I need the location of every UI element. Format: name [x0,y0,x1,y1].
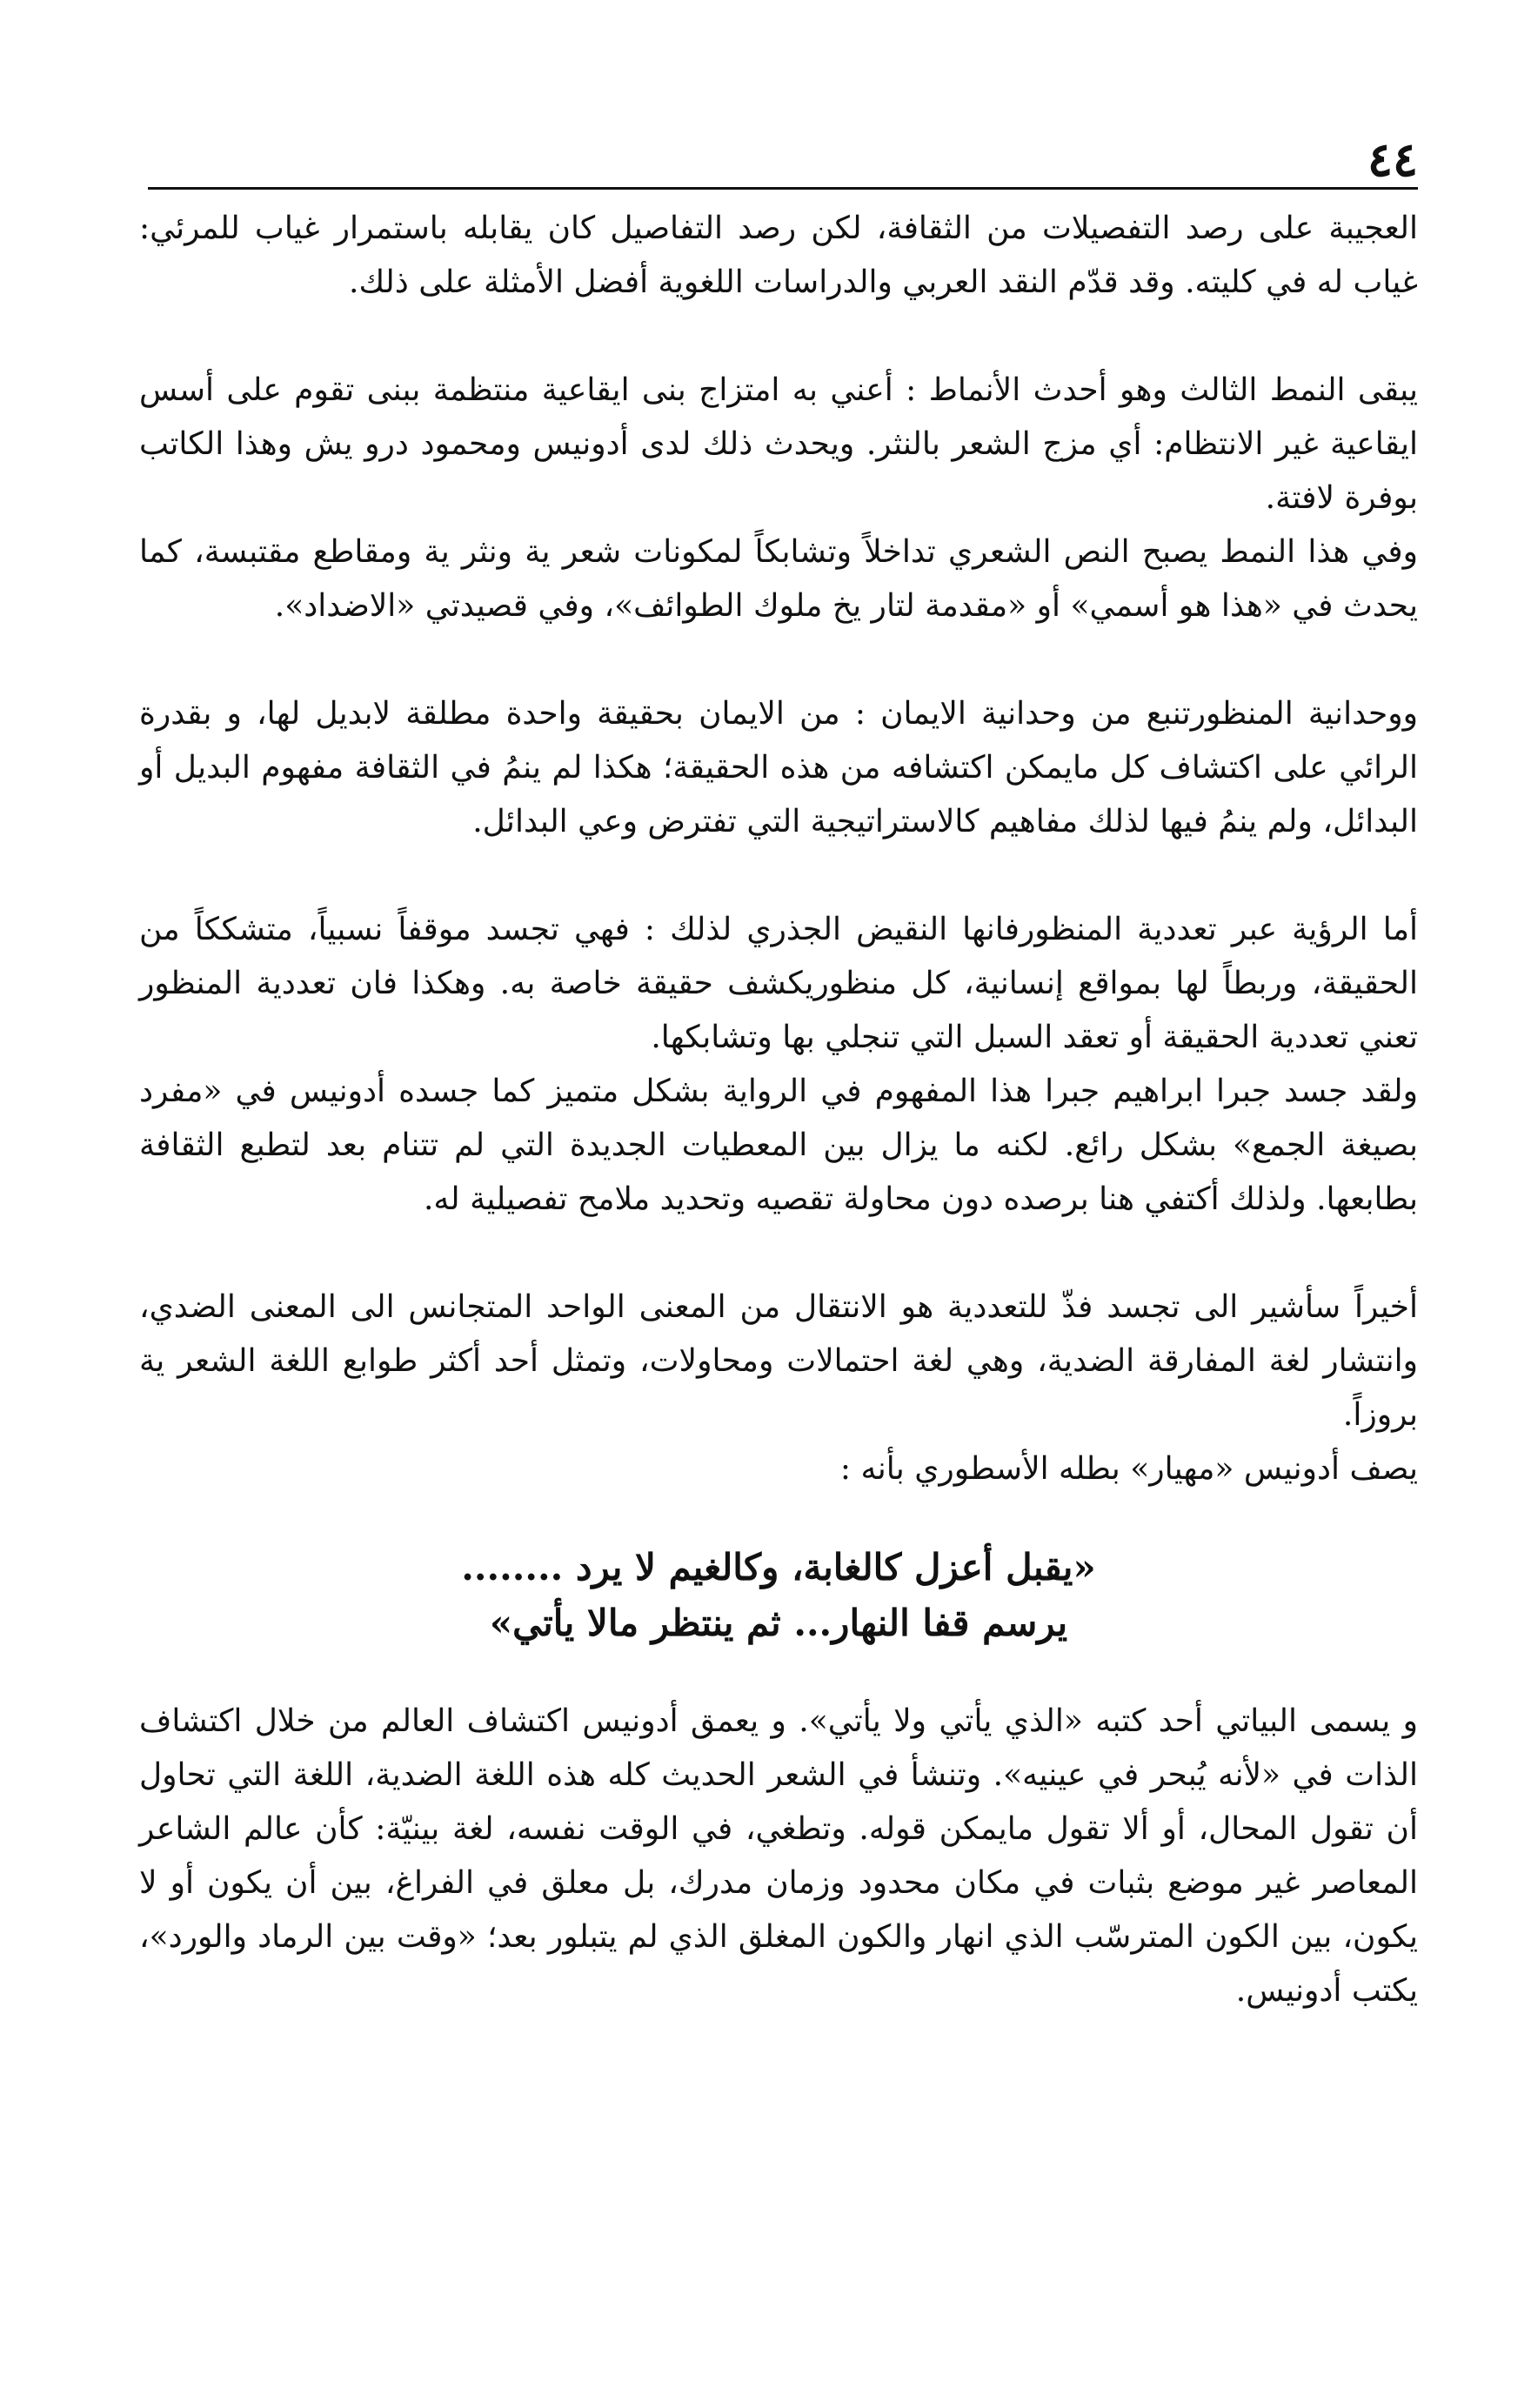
page-number: ٤٤ [1367,131,1418,187]
header-rule [148,187,1418,190]
paragraph: وفي هذا النمط يصبح النص الشعري تداخلاً وتشابكاً لمكونات شعر ية ونثر ية ومقاطع مقتبسة، كما يحدث في «هذا هو أسمي» أو «مقدمة لتار يخ ملوك الطوائف»، وفي قصيدتي «الاضداد». [139,534,1418,624]
poem-quote [139,1540,1418,1651]
paragraph: العجيبة على رصد التفصيلات من الثقافة، لكن رصد التفاصيل كان يقابله باستمرار غياب للمرئي: غياب له في كليته. وقد قدّم النقد العربي والدراسات اللغوية أفضل الأمثلة على ذلك. [139,211,1418,300]
book-page [130,104,1418,2366]
poem-line: يرسم قفا النهار... ثم ينتظر مالا يأتي» [489,1602,1068,1644]
poem-line: «يقبل أعزل كالغابة، وكالغيم لا يرد ........ [461,1546,1096,1589]
paragraph: أما الرؤية عبر تعددية المنظورفانها النقيض الجذري لذلك : فهي تجسد موقفاً نسبياً، متشككاً من الحقيقة، وربطاً لها بمواقع إنسانية، كل منظوريكشف حقيقة خاصة به. وهكذا فان تعددية المنظور تعني تعددية الحقيقة أو تعقد السبل التي تنجلي بها وتشابكها. [139,912,1418,1055]
paragraph: يصف أدونيس «مهيار» بطله الأسطوري بأنه : [839,1451,1418,1487]
paragraph: أخيراً سأشير الى تجسد فذّ للتعددية هو الانتقال من المعنى الواحد المتجانس الى المعنى الضدي، وانتشار لغة المفارقة الضدية، وهي لغة احتمالات ومحاولات، وتمثل أحد أكثر طوابع اللغة الشعر ية بروزاً. [139,1289,1418,1433]
paragraph: ووحدانية المنظورتنبع من وحدانية الايمان : من الايمان بحقيقة واحدة مطلقة لابديل لها، و بقدرة الرائي على اكتشاف كل مايمكن اكتشافه من هذه الحقيقة؛ هكذا لم ينمُ في الثقافة مفهوم البديل أو البدائل، ولم ينمُ فيها لذلك مفاهيم كالاستراتيجية التي تفترض وعي البدائل. [139,696,1418,839]
paragraph: و يسمى البياتي أحد كتبه «الذي يأتي ولا يأتي». و يعمق أدونيس اكتشاف العالم من خلال اكتشاف الذات في «لأنه يُبحر في عينيه». وتنشأ في الشعر الحديث كله هذه اللغة الضدية، اللغة التي تحاول أن تقول المحال، أو ألا تقول مايمكن قوله. وتطغي، في الوقت نفسه، لغة بينيّة: كأن عالم الشاعر المعاصر غير موضع بثبات في مكان محدود وزمان مدرك، بل معلق في الفراغ، بين أن يكون أو لا يكون، بين الكون المترسّب الذي انهار والكون المغلق الذي لم يتبلور بعد؛ «وقت بين الرماد والورد»، يكتب أدونيس. [139,1703,1418,2009]
paragraph: ولقد جسد جبرا ابراهيم جبرا هذا المفهوم في الرواية بشكل متميز كما جسده أدونيس في «مفرد بصيغة الجمع» بشكل رائع. لكنه ما يزال بين المعطيات الجديدة التي لم تتنام بعد لتطبع الثقافة بطابعها. ولذلك أكتفي هنا برصده دون محاولة تقصيه وتحديد ملامح تفصيلية له. [139,1074,1418,1217]
paragraph: يبقى النمط الثالث وهو أحدث الأنماط : أعني به امتزاج بنى ايقاعية منتظمة ببنى تقوم على أسس ايقاعية غير الانتظام: أي مزج الشعر بالنثر. ويحدث ذلك لدى أدونيس ومحمود درو يش وهذا الكاتب بوفرة لافتة. [139,372,1418,516]
page-body [139,202,1418,2018]
